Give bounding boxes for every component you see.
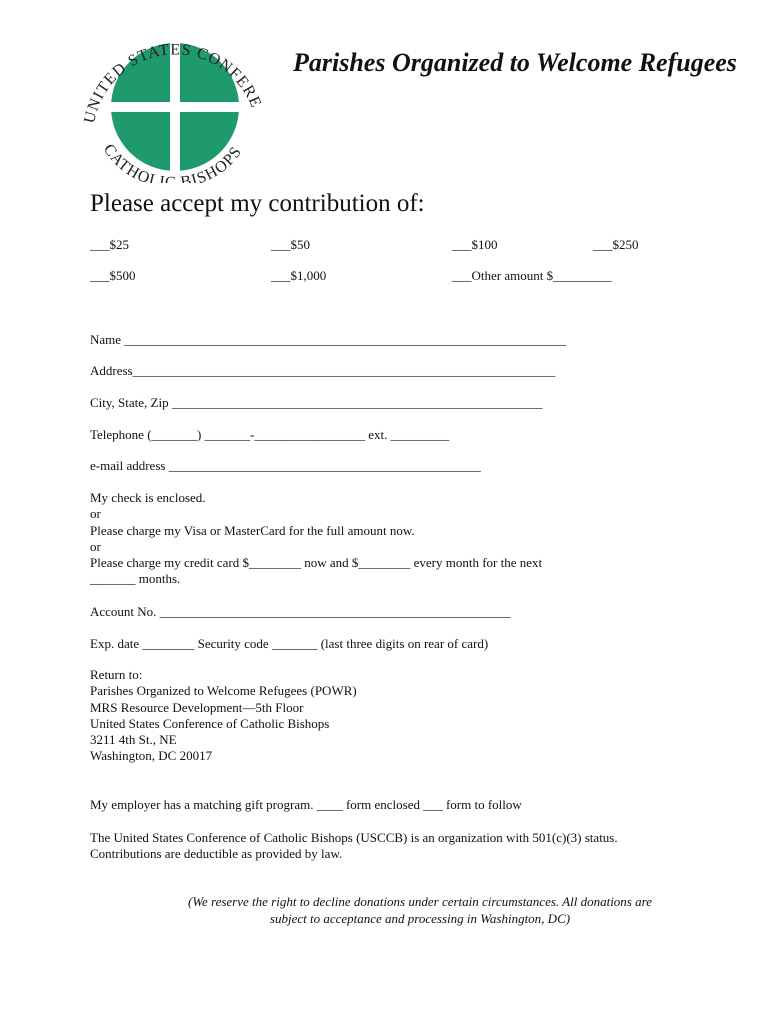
amount-other-option[interactable]: ___Other amount $_________ xyxy=(452,268,612,283)
telephone-field[interactable]: Telephone (_______) _______-_________________ ext. _________ xyxy=(90,427,450,442)
account-number-field[interactable]: Account No. ______________________________________________________ xyxy=(90,604,511,619)
logo-text-bottom: CATHOLIC BISHOPS xyxy=(99,141,246,183)
logo-cross-horizontal xyxy=(108,102,242,112)
amount-250-option[interactable]: ___$250 xyxy=(593,237,639,252)
expiration-security-field[interactable]: Exp. date ________ Security code _______ (last three digits on rear of card) xyxy=(90,636,489,651)
amount-1000-option[interactable]: ___$1,000 xyxy=(271,268,327,283)
usccb-logo-graphic xyxy=(78,25,264,183)
name-field[interactable]: Name ____________________________________________________________________ xyxy=(90,332,567,347)
page-title: Parishes Organized to Welcome Refugees xyxy=(293,48,737,77)
payment-options-text: My check is enclosed. or Please charge my Visa or MasterCard for the full amount now. or Please charge my credit card $________ now and $________ every month for the next _______ months. xyxy=(90,490,543,587)
email-field[interactable]: e-mail address ________________________________________________ xyxy=(90,458,481,473)
city-state-zip-field[interactable]: City, State, Zip _________________________________________________________ xyxy=(90,395,543,410)
address-field[interactable]: Address_________________________________________________________________ xyxy=(90,363,556,378)
amount-500-option[interactable]: ___$500 xyxy=(90,268,136,283)
amount-50-option[interactable]: ___$50 xyxy=(271,237,310,252)
employer-matching-line[interactable]: My employer has a matching gift program. ____ form enclosed ___ form to follow xyxy=(90,797,522,812)
amount-25-option[interactable]: ___$25 xyxy=(90,237,129,252)
logo-text-top: UNITED STATES CONFERE xyxy=(81,41,264,125)
amount-100-option[interactable]: ___$100 xyxy=(452,237,498,252)
footer-disclaimer: (We reserve the right to decline donations under certain circumstances. All donations are subject to acceptance and processing in Washington, DC) xyxy=(188,894,652,926)
return-address: Return to: Parishes Organized to Welcome Refugees (POWR) MRS Resource Development—5th Floor United States Conference of Catholic Bishops 3211 4th St., NE Washington, DC 20017 xyxy=(90,667,357,764)
tax-status-text: The United States Conference of Catholic Bishops (USCCB) is an organization with 501(c)(3) status. Contributions are deductible as provided by law. xyxy=(90,830,618,862)
usccb-logo xyxy=(78,25,264,183)
contribution-heading: Please accept my contribution of: xyxy=(90,190,425,217)
